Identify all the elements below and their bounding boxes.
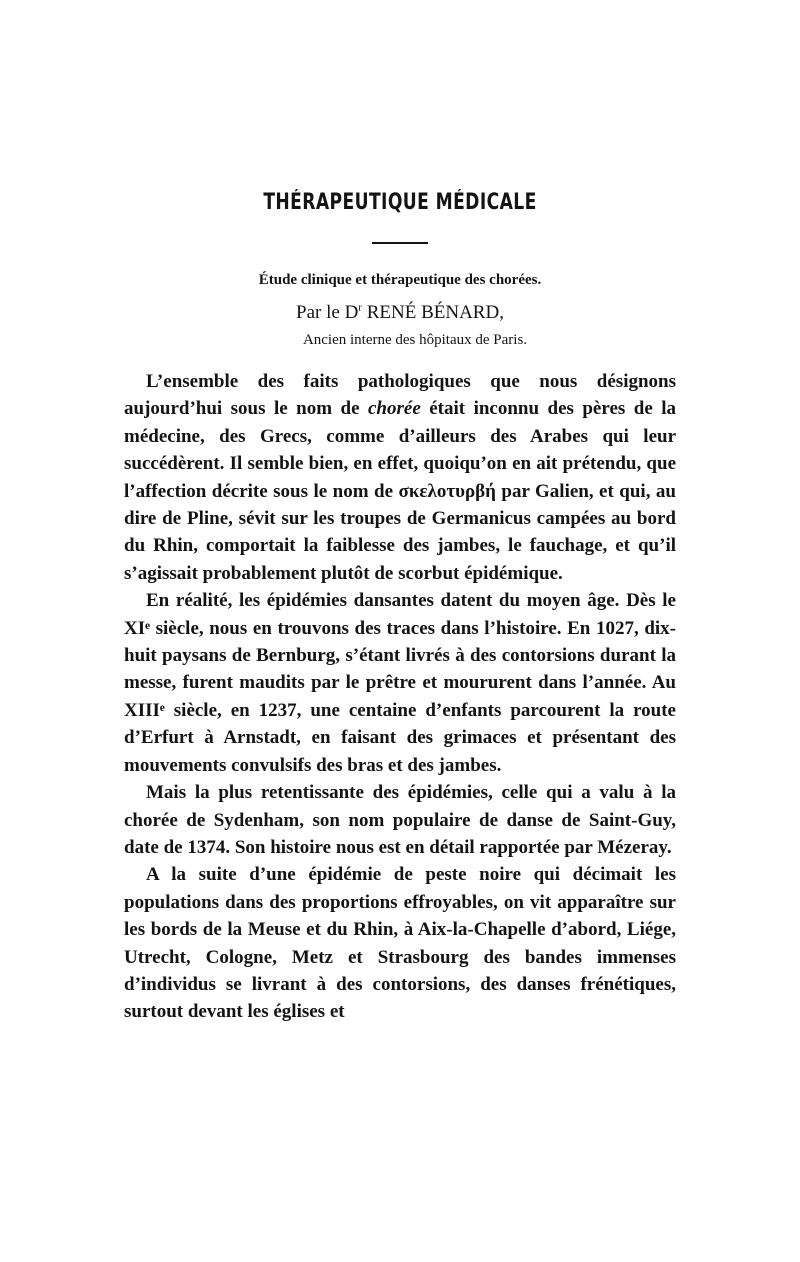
- paragraph-1-after: était inconnu des pères de la médecine, des Grecs, comme d’ailleurs des Arabes qui leur succédèrent. Il semble bien, en effet, quoiqu’on en ait prétendu, que l’affection décrite sous le nom de σκελοτυρβή par Galien, et qui, au dire de Pline, sévit sur les troupes de Germanicus campées au bord du Rhin, comportait la faiblesse des jambes, le fauchage, et qu’il s’agissait probablement plutôt de scorbut épidémique.: [124, 398, 676, 584]
- author-prefix: Par le D: [296, 302, 359, 323]
- author-name: RENÉ BÉNARD,: [361, 302, 504, 323]
- article-body: [124, 368, 676, 1026]
- author-title-sup: r: [358, 301, 362, 314]
- paragraph-1: [124, 368, 676, 587]
- article-subtitle: Étude clinique et thérapeutique des chorées.: [258, 272, 542, 288]
- paragraph-1-before: L’ensemble des faits pathologiques que nous désignons aujourd’hui sous le nom de: [124, 371, 676, 420]
- paragraph-2: En réalité, les épidémies dansantes datent du moyen âge. Dès le XIᵉ siècle, nous en trouvons des traces dans l’histoire. En 1027, dix-huit paysans de Bernburg, s’étant livrés à des contorsions durant la messe, furent maudits par le prêtre et moururent dans l’année. Au XIIIᵉ siècle, en 1237, une centaine d’enfants parcourent la route d’Erfurt à Arnstadt, en faisant des grimaces et présentant des mouvements convulsifs des bras et des jambes.: [124, 590, 676, 776]
- article-author: [124, 302, 676, 324]
- paragraph-3: Mais la plus retentissante des épidémies, celle qui a valu à la chorée de Sydenham, son nom populaire de danse de Saint-Guy, date de 1374. Son histoire nous est en détail rapportée par Mézeray.: [124, 782, 676, 858]
- paragraph-1-italic: chorée: [368, 398, 421, 420]
- section-title: THÉRAPEUTIQUE MÉDICALE: [263, 190, 537, 215]
- author-affiliation: Ancien interne des hôpitaux de Paris.: [302, 332, 528, 348]
- title-rule: [372, 242, 428, 244]
- paragraph-4: A la suite d’une épidémie de peste noire qui décimait les populations dans des proportions effroyables, on vit apparaître sur les bords de la Meuse et du Rhin, à Aix-la-Chapelle d’abord, Liége, Utrecht, Cologne, Metz et Strasbourg des bandes immenses d’individus se livrant à des contorsions, des danses frénétiques, surtout devant les églises et: [124, 864, 676, 1023]
